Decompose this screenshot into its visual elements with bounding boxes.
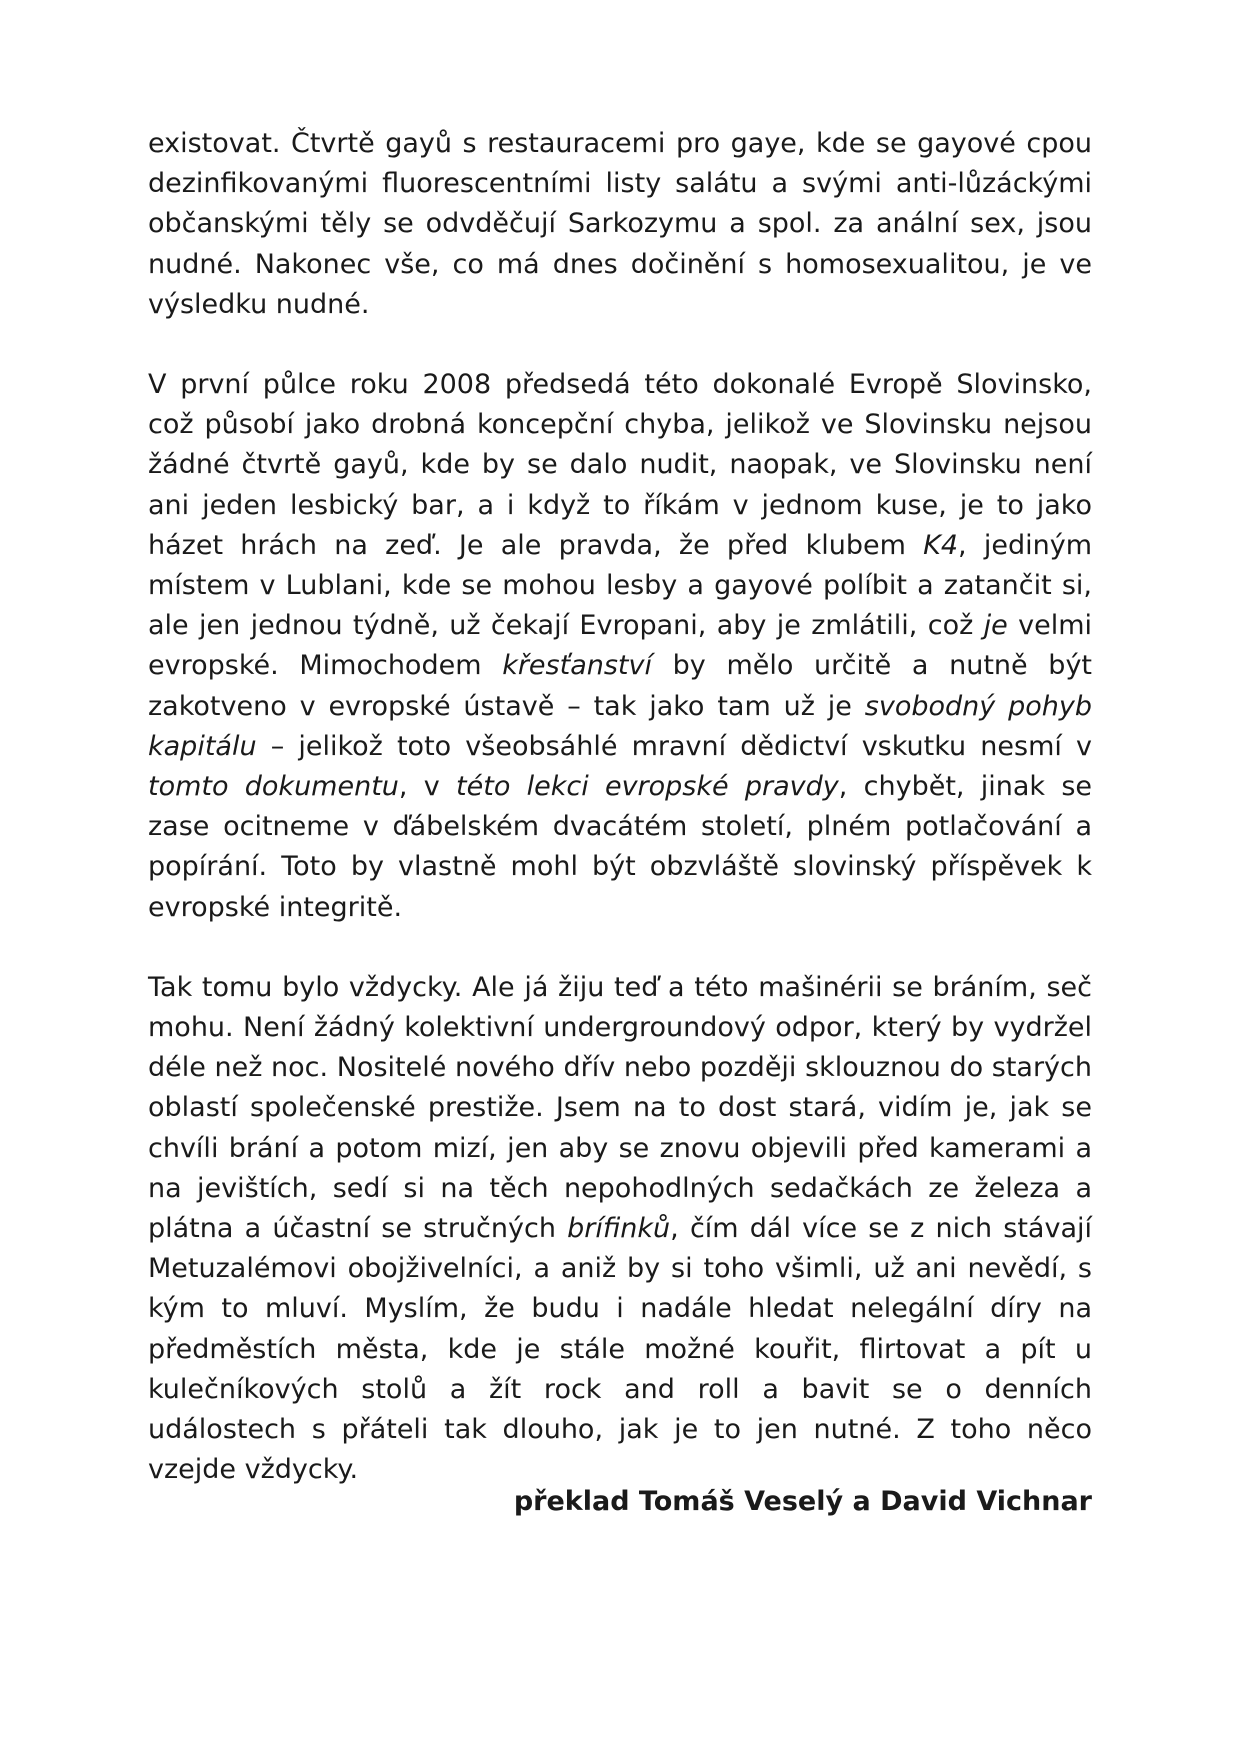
paragraph-text: V první půlce roku 2008 předsedá této dokonalé Evropě Slovinsko, což působí jako drobná koncepční chyba, jelikož ve Slovinsku nejsou žádné čtvrtě gayů, kde by se dalo nudit, naopak, ve Slovinsku není ani jeden lesbický bar, a i když to říkám v jednom kuse, je to jako házet hrách na zeď. Je ale pravda, že před klubem [148, 369, 1092, 561]
paragraph-1 [148, 124, 1092, 325]
paragraph-text: , jediným místem v Lublani, kde se mohou lesby a gayové políbit a zatančit si, ale jen jednou týdně, už čekají Evropani, aby je zmlátili, což [148, 529, 1092, 642]
italic-emphasis: brífinků [567, 1213, 671, 1245]
italic-emphasis: této lekci evropské pravdy [456, 771, 839, 803]
italic-emphasis: křesťanství [502, 650, 652, 682]
paragraph-text: , chybět, jinak se zase ocitneme v ďábelském dvacátém století, plném potlačování a popírání. Toto by vlastně mohl být obzvláště slovinský příspěvek k evropské integritě. [148, 771, 1092, 923]
paragraph-text: existovat. Čtvrtě gayů s restauracemi pro gaye, kde se gayové cpou dezinfikovanými fluorescentními listy salátu a svými anti-lůzáckými občanskými těly se odvděčují Sarkozymu a spol. za anální sex, jsou nudné. Nakonec vše, co má dnes dočinění s homosexualitou, je ve výsledku nudné. [148, 128, 1092, 320]
paragraph-3 [148, 968, 1092, 1491]
italic-emphasis: svobodný pohyb kapitálu [148, 690, 1092, 762]
translator-credit: překlad Tomáš Veselý a David Vichnar [513, 1486, 1092, 1517]
article-body [148, 124, 1092, 1491]
italic-emphasis: tomto dokumentu [148, 771, 399, 803]
paragraph-text: – jelikož toto všeobsáhlé mravní dědictví vskutku nesmí v [256, 730, 1092, 762]
paragraph-text: Tak tomu bylo vždycky. Ale já žiju teď a této mašinérii se bráním, seč mohu. Není žádný kolektivní undergroundový odpor, který by vydržel déle než noc. Nositelé nového dřív nebo později sklouznou do starých oblastí společenské prestiže. Jsem na to dost stará, vidím je, jak se chvíli brání a potom mizí, jen aby se znovu objevili před kamerami a na jevištích, sedí si na těch nepohodlných sedačkách ze železa a plátna a účastní se stručných [148, 971, 1092, 1245]
paragraph-text: velmi evropské. Mimochodem [148, 610, 1092, 682]
italic-club-name: K4 [923, 529, 959, 561]
italic-emphasis: je [983, 610, 1008, 642]
paragraph-text: , v [398, 771, 457, 803]
paragraph-2 [148, 365, 1092, 928]
paragraph-text: , čím dál více se z nich stávají Metuzalémovi obojživelníci, a aniž by si toho všimli, už ani nevědí, s kým to mluví. Myslím, že budu i nadále hledat nelegální díry na předměstích města, kde je stále možné kouřit, flirtovat a pít u kulečníkových stolů a žít rock and roll a bavit se o denních událostech s přáteli tak dlouho, jak je to jen nutné. Z toho něco vzejde vždycky. [148, 1213, 1092, 1486]
paragraph-text: by mělo určitě a nutně být zakotveno v evropské ústavě – tak jako tam už je [148, 650, 1093, 722]
